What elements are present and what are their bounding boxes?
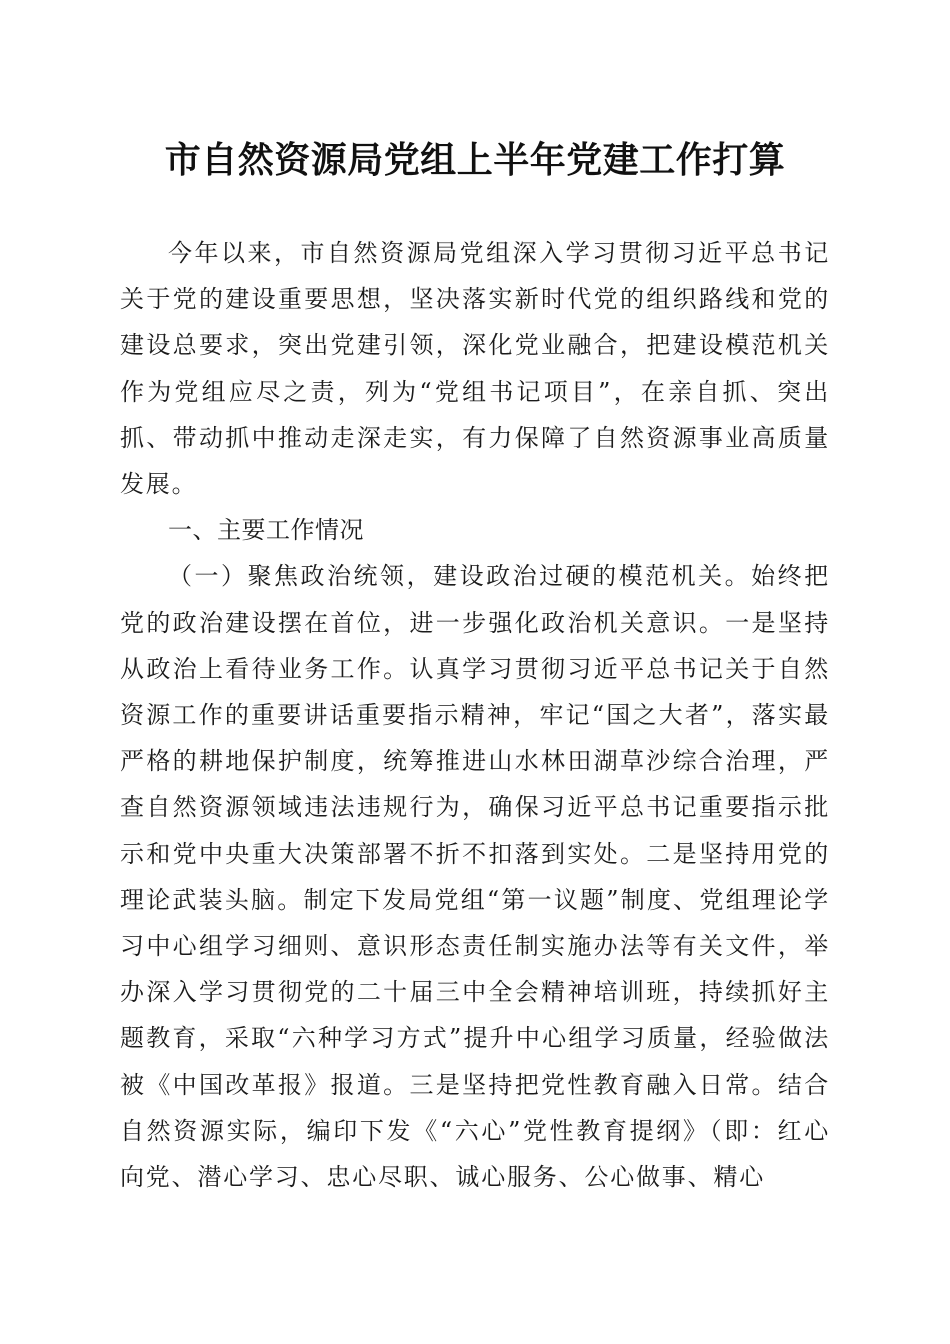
document-title: 市自然资源局党组上半年党建工作打算 [164,139,786,181]
subsection-lead: （一）聚焦政治统领，建设政治过硬的模范机关。 [168,562,752,591]
intro-paragraph: 今年以来，市自然资源局党组深入学习贯彻习近平总书记关于党的建设重要思想，坚决落实新时代党的组织路线和党的建设总要求，突出党建引领，深化党业融合，把建设模范机关作为党组应尽之责，列为“党组书记项目”，在亲自抓、突出抓、带动抓中推动走深走实，有力保障了自然资源事业高质量发展。 [120,239,830,499]
section-heading: 一、主要工作情况 [168,516,364,545]
document-body [120,230,830,1200]
subsection-body: 始终把党的政治建设摆在首位，进一步强化政治机关意识。一是坚持从政治上看待业务工作。认真学习贯彻习近平总书记关于自然资源工作的重要讲话重要指示精神，牢记“国之大者”，落实最严格的耕地保护制度，统筹推进山水林田湖草沙综合治理，严查自然资源领域违法违规行为，确保习近平总书记重要指示批示和党中央重大决策部署不折不扣落到实处。二是坚持用党的理论武装头脑。制定下发局党组“第一议题”制度、党组理论学习中心组学习细则、意识形态责任制实施办法等有关文件，举办深入学习贯彻党的二十届三中全会精神培训班，持续抓好主题教育，采取“六种学习方式”提升中心组学习质量，经验做法被《中国改革报》报道。三是坚持把党性教育融入日常。结合自然资源实际，编印下发《“六心”党性教育提纲》（即：红心向党、潜心学习、忠心尽职、诚心服务、公心做事、精心 [120,562,830,1192]
subsection-paragraph [120,553,830,1200]
